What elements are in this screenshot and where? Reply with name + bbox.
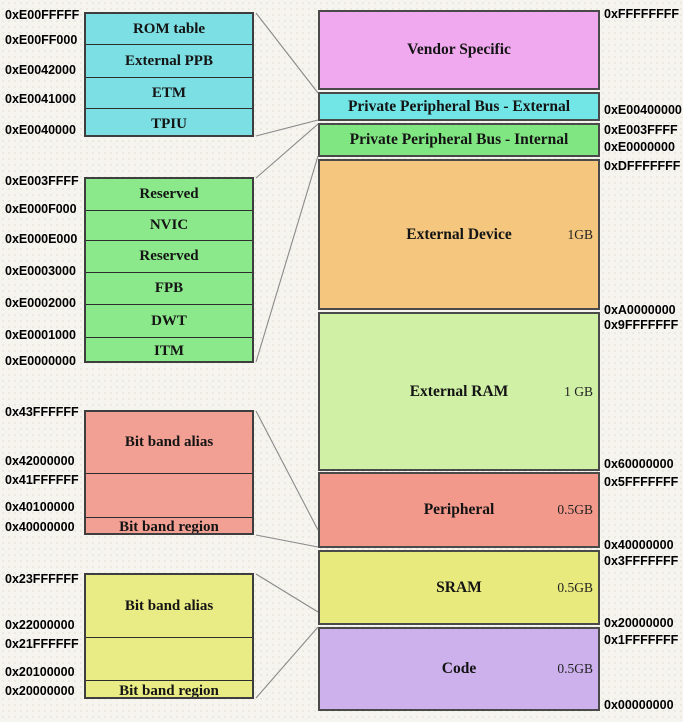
left-address-label: 0xE00FF000 [5,33,78,47]
right-address-label: 0x1FFFFFFF [604,633,679,647]
right-address-label: 0xA0000000 [604,303,676,317]
memory-section-row-rom-table [86,14,252,44]
left-address-label: 0xE0042000 [5,63,76,77]
right-address-label: 0x20000000 [604,616,674,630]
left-address-label: 0x40100000 [5,500,75,514]
right-address-label: 0x60000000 [604,457,674,471]
left-address-label: 0xE0003000 [5,264,76,278]
memory-section-label: Bit band region [119,682,219,699]
memory-section-row-section [86,637,252,680]
memory-section-label: ROM table [132,20,206,37]
memory-section-row-external-ppb [86,44,252,77]
left-address-label: 0xE000E000 [5,232,78,246]
region-size-label: 0.5GB [557,579,593,595]
memory-region-external-ram [318,312,600,471]
memory-region-label: Code [441,660,477,677]
memory-section-row-dwt [86,304,252,337]
region-size-label: 0.5GB [557,502,593,517]
region-size-label: 1 GB [564,383,593,399]
memory-region-code [318,627,600,711]
region-size-label: 0.5GB [557,661,593,676]
memory-section-row-reserved [86,179,252,210]
memory-section-label: NVIC [149,217,189,233]
right-address-label: 0xE00400000 [604,103,682,117]
left-address-label: 0x22000000 [5,618,75,632]
left-address-label: 0xE0001000 [5,328,76,342]
memory-section-label: ETM [151,84,187,101]
memory-section-row-reserved [86,240,252,272]
right-address-label: 0xFFFFFFFF [604,7,679,21]
left-address-label: 0xE0000000 [5,354,76,368]
memory-section-row-bit-band-region [86,517,252,535]
memory-section-row-bit-band-alias [86,575,252,637]
left-address-label: 0xE0040000 [5,123,76,137]
memory-region-label: External RAM [409,382,509,400]
left-address-label: 0x43FFFFFF [5,405,79,419]
memory-section-row-etm [86,77,252,108]
connector-line [256,156,318,362]
right-address-label: 0x40000000 [604,538,674,552]
right-address-label: 0x00000000 [604,698,674,712]
left-address-label: 0x21FFFFFF [5,637,79,651]
left-address-label: 0xE0002000 [5,296,76,310]
memory-section-row-bit-band-region [86,680,252,699]
right-address-label: 0xE003FFFF [604,123,678,137]
left-address-label: 0x41FFFFFF [5,473,79,487]
right-address-label: 0x5FFFFFFF [604,475,679,489]
memory-section-label: DWT [151,312,187,329]
memory-region-label: External Device [406,225,512,243]
memory-section-row-section [86,473,252,517]
memory-region-label: Private Peripheral Bus - External [347,97,571,115]
memory-section-label: Bit band region [119,519,219,535]
memory-section-label: Bit band alias [124,434,214,450]
memory-region-label: SRAM [436,578,482,596]
left-address-label: 0xE000F000 [5,202,77,216]
region-size-label: 1GB [567,226,593,242]
memory-section-label: Reserved [139,248,199,264]
memory-section-row-itm [86,337,252,363]
memory-section-label: External PPB [125,52,213,69]
ppb-internal-detail-box [84,177,254,363]
left-address-label: 0x40000000 [5,520,75,534]
memory-region-peripheral [318,472,600,548]
memory-region-label: Private Peripheral Bus - Internal [349,131,569,148]
right-address-label: 0x9FFFFFFF [604,318,679,332]
left-address-label: 0x23FFFFFF [5,572,79,586]
right-address-label: 0xDFFFFFFF [604,159,681,173]
connector-line [256,13,318,93]
memory-section-row-tpiu [86,108,252,137]
memory-region-vendor-specific [318,10,600,90]
connector-line [256,411,318,530]
memory-region-sram [318,550,600,625]
left-address-label: 0x20100000 [5,665,75,679]
left-address-label: 0xE00FFFFF [5,8,80,22]
left-address-label: 0x42000000 [5,454,75,468]
right-address-label: 0xE0000000 [604,140,675,154]
memory-region-private-peripheral-bus-internal [318,123,600,157]
connector-line [256,535,318,547]
connector-line [256,574,318,612]
right-address-label: 0x3FFFFFFF [604,554,679,568]
memory-region-external-device [318,159,600,310]
left-address-label: 0xE003FFFF [5,174,79,188]
ppb-external-detail-box [84,12,254,137]
memory-section-label: FPB [154,280,184,296]
memory-region-label: Vendor Specific [407,41,511,58]
memory-section-row-bit-band-alias [86,412,252,473]
sram-bitband-detail-box [84,573,254,699]
memory-section-row-fpb [86,272,252,304]
left-address-label: 0xE0041000 [5,92,76,106]
connector-line [256,627,318,698]
connector-line [256,120,318,136]
left-address-label: 0x20000000 [5,684,75,698]
memory-region-private-peripheral-bus-external [318,92,600,121]
memory-region-label: Peripheral [423,501,495,518]
memory-section-label: Bit band alias [124,597,214,614]
memory-section-row-nvic [86,210,252,240]
peripheral-bitband-detail-box [84,410,254,535]
memory-section-label: Reserved [139,186,199,202]
connector-line [256,124,318,178]
memory-section-label: TPIU [151,115,187,132]
memory-section-label: ITM [154,343,184,359]
